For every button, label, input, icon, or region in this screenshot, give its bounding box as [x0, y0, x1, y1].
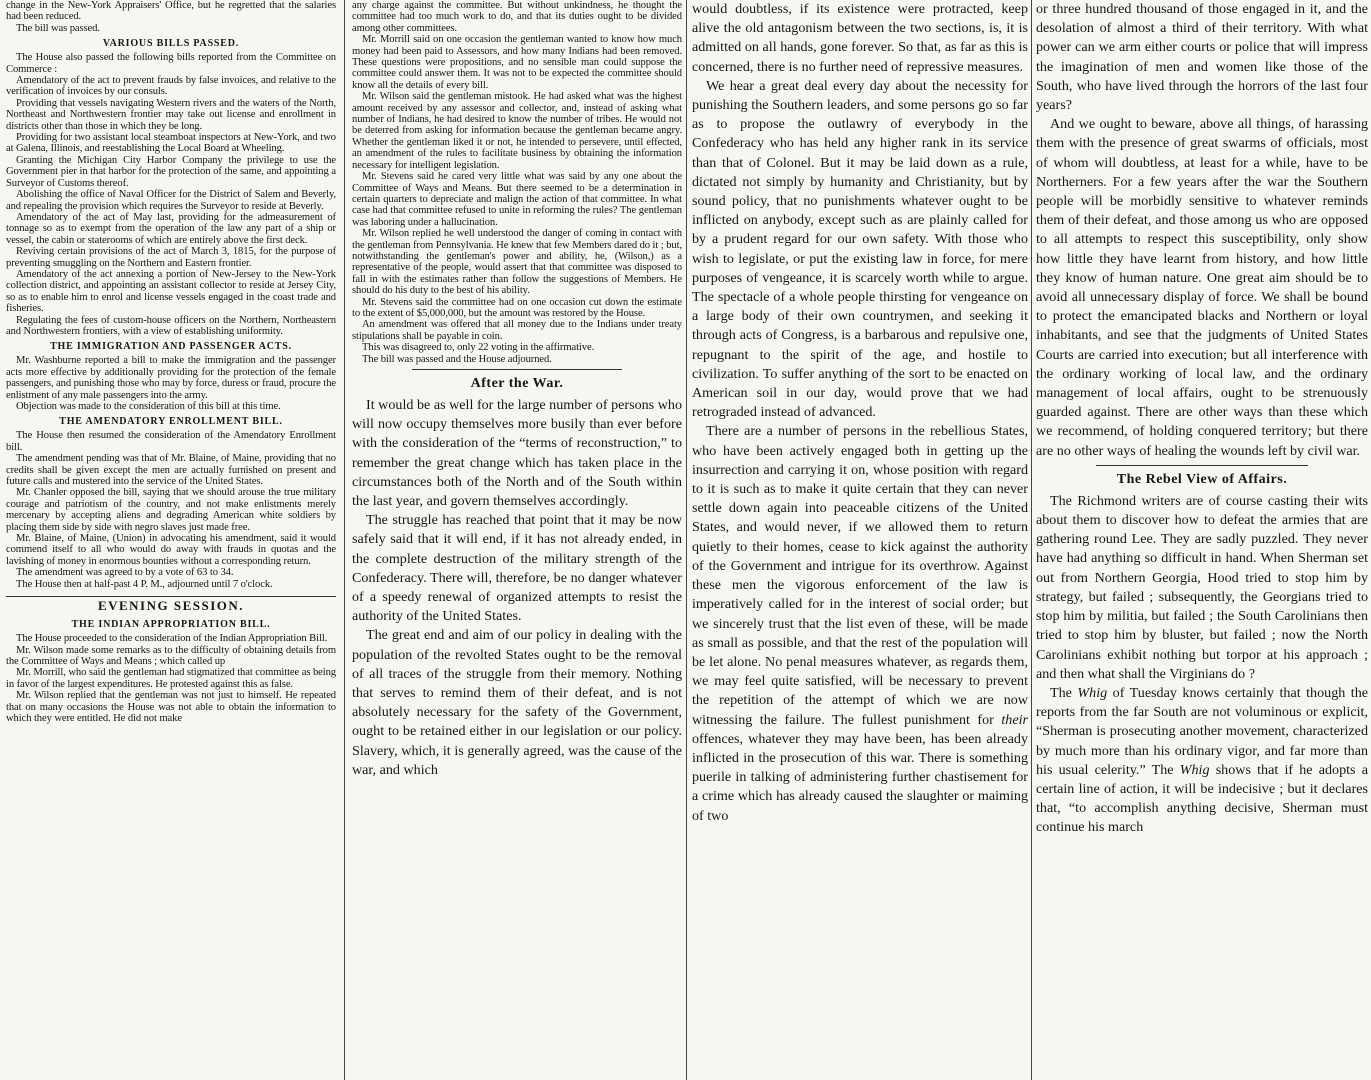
paragraph: or three hundred thousand of those engaged in it, and the desolation of almost a third of their territory. With what power can we arm either courts or police that will impress the imagination of men and women like those of the South, who have lived through the horrors of the last four years? [1036, 1, 1368, 114]
paragraph: The great end and aim of our policy in dealing with the population of the revolted States ought to be the removal of all traces of the struggle from their memory. Nothing that serves to remind them of their defeat, and is not absolutely necessary for the safety of the Government, ought to be retained either in our legislation or our policy. Slavery, which, it is generally agreed, was the cause of the war, and which [352, 627, 682, 778]
article-title-after-the-war: After the War. [470, 376, 564, 391]
paragraph: change in the New-York Appraisers' Office, but he regretted that the salaries had been reduced. [6, 0, 336, 23]
text-run: offences, whatever they may have been, has been already inflicted in the prosecution of this war. There is something puerile in talking of administering further chastisement for a crime which has already caused the slaughter or maiming of two [692, 730, 1028, 824]
paragraph: Reviving certain provisions of the act of March 3, 1815, for the purpose of preventing smuggling on the Northern and Eastern frontier. [6, 246, 336, 269]
section-heading: THE INDIAN APPROPRIATION BILL. [71, 619, 271, 631]
paragraph: The amendment pending was that of Mr. Blaine, of Maine, providing that no credits shall be given except the men are actually furnished on present and future calls and mustered into the service of the United States. [6, 453, 336, 488]
column-4 [1036, 0, 1368, 1080]
divider [412, 369, 622, 370]
paragraph: Amendatory of the act of May last, providing for the admeasurement of tonnage so as to exempt from the operation of the law any part of a ship or vessel, the cabin or staterooms of which are entirely above the first deck. [6, 211, 336, 246]
emphasis: Whig [1077, 684, 1108, 701]
paragraph: Mr. Stevens said he cared very little what was said by any one about the Committee of Ways and Means. But there seemed to be a determination in certain quarters to depreciate and malign the action of that committee. In what case had that committee refused to unite in reforming the rules? The gentleman was laboring under a hallucination. [352, 171, 682, 228]
paragraph: The House then at half-past 4 P. M., adjourned until 7 o'clock. [16, 578, 273, 590]
text-run: The [1050, 684, 1078, 701]
paragraph: Mr. Wilson made some remarks as to the difficulty of obtaining details from the Committee of Ways and Means ; which called up [6, 644, 336, 667]
paragraph: The amendment was agreed to by a vote of 63 to 34. [16, 567, 234, 579]
paragraph: Granting the Michigan City Harbor Company the privilege to use the Government pier in that harbor for the protection of the same, and appointing a Surveyor of Customs thereof. [6, 154, 336, 189]
paragraph: An amendment was offered that all money due to the Indians under treaty stipulations shall be payable in coin. [352, 319, 682, 342]
paragraph [692, 422, 1028, 825]
paragraph: The Richmond writers are of course casting their wits about them to discover how to defeat the armies that are gathering round Lee. They are sadly puzzled. They never have had anything so difficult in hand. When Sherman set out from Northern Georgia, Hood tried to stop him by strategy, but failed ; subsequently, the Georgians tried to stop him by militia, but failed ; the South Carolinians then tried to stop him by bluster, but failed ; now the North Carolinians exhibit nothing but torpor at his approach ; and then what shall the Virginians do ? [1036, 492, 1368, 682]
paragraph: This was disagreed to, only 22 voting in the affirmative. [362, 342, 595, 354]
paragraph: would doubtless, if its existence were protracted, keep alive the old antagonism between the two sections, is, it is admitted on all hands, gone forever. So that, as far as this is concerned, there is no further need of repressive measures. [692, 1, 1028, 75]
column-rule [1031, 0, 1032, 1080]
paragraph: The House proceeded to the consideration of the Indian Appropriation Bill. [16, 633, 328, 645]
paragraph: Mr. Washburne reported a bill to make the immigration and the passenger acts more effective by additionally providing for the protection of the female passengers, and punishing those who may by force, duress or fraud, procure the enlistment of any male passengers into the army. [6, 355, 336, 401]
article-title-rebel-view: The Rebel View of Affairs. [1116, 471, 1288, 487]
text-run: of Tuesday knows certainly that though the reports from the far South are not voluminous or explicit, “Sherman is prosecuting another movement, characterized by much more than his ordinary vigor, and far more than his usual celerity.” The [1036, 684, 1368, 778]
paragraph: Mr. Wilson replied he well understood the danger of coming in contact with the gentleman from Pennsylvania. He knew that few Members dared do it ; but, notwithstanding the gentleman's power and ability, he, (Wilson,) as a representative of the people, would assert that that committee was disposed to fall in with the estimates rather than follow the suggestions of Members. He should do his duty to the best of his ability. [352, 228, 682, 297]
paragraph: Providing that vessels navigating Western rivers and the waters of the North, Northeast and Northwestern frontier may take out license and enrollment in districts other than those in which they be long. [6, 97, 336, 132]
section-heading-evening-session: EVENING SESSION. [6, 596, 336, 615]
paragraph: Objection was made to the consideration of this bill at this time. [16, 401, 281, 412]
paragraph: It would be as well for the large number of persons who will now occupy themselves more busily than ever before with the consideration of the “terms of reconstruction,” to remember the great change which has taken place in the circumstances both of the North and of the South within the last year, and govern themselves accordingly. [352, 397, 682, 510]
divider [1096, 465, 1308, 466]
emphasis: Whig [1179, 761, 1210, 778]
paragraph: Amendatory of the act to prevent frauds by false invoices, and relative to the verification of invoices by our consuls. [6, 75, 336, 98]
column-1-congressional-report [6, 0, 336, 1080]
emphasis: their [1001, 711, 1028, 728]
text-run: There are a number of persons in the rebellious States, who have been actively engaged both in getting up the insurrection and carrying it on, whose position with regard to it is such as to make it quite certain that they can never settle down again into peaceable citizens of the United States, and would never, if we allowed them to return quietly to their homes, cease to kick against the authority of the Government and intrigue for its overthrow. Against these men the vigorous enforcement of the law is imperatively called for in the interest of social order; but we sincerely trust that the list even of these, will be made as small as possible, and that the rest of the population will be let alone. No penal measures whatever, as regards them, we may feel quite satisfied, will be necessary to prevent the repetition of the attempt of which we are now witnessing the failure. The fullest punishment for [692, 423, 1028, 728]
paragraph: Mr. Wilson said the gentleman mistook. He had asked what was the highest amount received by any assessor and collector, and, instead of asking what number of Indians, he had desired to know the number of tribes. He would not be deterred from asking for information because the gentleman became angry. Whether the gentleman liked it or not, he intended to persevere, until effected, an amendment of the rules to facilitate business by obtaining the information necessary for intelligent legislation. [352, 91, 682, 171]
paragraph [1036, 684, 1368, 838]
section-heading: VARIOUS BILLS PASSED. [102, 38, 240, 50]
paragraph: Mr. Morrill, who said the gentleman had stigmatized that committee as being in favor of the largest expenditures. He protested against this as false. [6, 667, 336, 690]
paragraph: We hear a great deal every day about the necessity for punishing the Southern leaders, and some persons go so far as to propose the outlawry of everybody in the Confederacy who has held any higher rank in its service than that of Colonel. But it may be laid down as a rule, dictated not simply by humanity and Christianity, but by sound policy, that no punishments whatever ought to be inflicted on anybody, except such as are plainly called for by a prudent regard for our own safety. With those who wish to legislate, or put the existing law in force, for mere purposes of vengeance, it is scarcely worth while to argue. The spectacle of a whole people thirsting for vengeance on a large body of their own countrymen, and seeking it through acts of Congress, is a barbarous and repulsive one, repugnant to the spirit of the age, and hostile to civilization. To suffer anything of the sort to be enacted on American soil in our day, would prove that we had retrograded instead of advanced. [692, 77, 1028, 421]
text-run: shows that if he adopts a certain line of action, it will be indecisive ; but it declares that, “to accomplish anything decisive, Sherman must continue his march [1036, 761, 1368, 836]
paragraph: Amendatory of the act annexing a portion of New-Jersey to the New-York collection district, and appointing an assistant collector to reside at Jersey City, so as to enable him to enrol and license vessels engaged in the coast trade and fisheries. [6, 268, 336, 315]
paragraph: Mr. Wilson replied that the gentleman was not just to himself. He repeated that on many occasions the House was not able to obtain the information to which they were entitled. He did not make [6, 690, 336, 724]
paragraph: Abolishing the office of Naval Officer for the District of Salem and Beverly, and repealing the provision which requires the Surveyor to reside at Beverly. [6, 189, 336, 212]
paragraph: Providing for two assistant local steamboat inspectors at New-York, and two at Galena, Illinois, and reestablishing the Local Board at Wheeling. [6, 132, 336, 155]
paragraph: Regulating the fees of custom-house officers on the Northern, Northeastern and Northwestern frontiers, with a view of establishing uniformity. [6, 314, 336, 337]
paragraph: The struggle has reached that point that it may be now safely said that it will end, if it has not already ended, in the complete destruction of the military strength of the Confederacy. There will, therefore, be no danger whatever of a speedy renewal of organized attempts to resist the authority of the United States. [352, 512, 682, 625]
section-heading: THE IMMIGRATION AND PASSENGER ACTS. [50, 341, 292, 353]
congressional-report-continued [352, 0, 682, 365]
paragraph: Mr. Morrill said on one occasion the gentleman wanted to know how much money had been paid to Assessors, and how many Indians had been removed. These questions were propositions, and no sensible man could suppose the committee could answer them. It was not to be expected the committee should know all the details of every bill. [352, 34, 682, 91]
editorial-body [352, 396, 682, 780]
paragraph: And we ought to beware, above all things, of harassing them with the presence of great swarms of officials, most of whom will doubtless, at least for a while, have to be Northerners. For a few years after the war the Southern people will be morbidly sensitive to whatever reminds them of their defeat, and those among us who are opposed to all attempts to respect this susceptibility, only show how little they have learnt from history, and how little they know of human nature. One great aim should be to avoid all unnecessary display of force. We shall be bound to protect the emancipated blacks and Northern or loyal inhabitants, and see that the judgments of United States Courts are carried into execution; but all interference with the ordinary working of local law, and the ordinary management of local affairs, ought to be strenuously guarded against. There are other ways than these which we recommend, of holding conquered territory; but there are no other ways of healing the wounds left by civil war. [1036, 116, 1368, 459]
column-rule [686, 0, 687, 1080]
paragraph: The House then resumed the consideration of the Amendatory Enrollment bill. [6, 430, 336, 453]
section-heading: THE AMENDATORY ENROLLMENT BILL. [59, 416, 283, 428]
paragraph: The House also passed the following bills reported from the Committee on Commerce : [6, 52, 336, 75]
column-2 [352, 0, 682, 1080]
paragraph: Mr. Stevens said the committee had on one occasion cut down the estimate to the extent of $5,000,000, but the amount was restored by the House. [352, 296, 682, 319]
paragraph: Mr. Blaine, of Maine, (Union) in advocating his amendment, said it would commend itself to all who would do away with frauds in quotas and the lavishing of money in enormous bounties without a corresponding return. [6, 533, 336, 567]
paragraph: The bill was passed and the House adjourned. [362, 353, 552, 365]
paragraph: The bill was passed. [16, 22, 100, 34]
paragraph: any charge against the committee. But without unkindness, he thought the committee had too much work to do, and that its duties ought to be divided among other committees. [352, 0, 682, 34]
column-rule [344, 0, 345, 1080]
column-3-editorial-continued [692, 0, 1028, 1080]
paragraph: Mr. Chanler opposed the bill, saying that we should arouse the true military courage and patriotism of the country, and not make enlistments merely mercenary by accepting aliens and degrading American white soldiers by placing them side by side with negro slaves just made free. [6, 487, 336, 533]
